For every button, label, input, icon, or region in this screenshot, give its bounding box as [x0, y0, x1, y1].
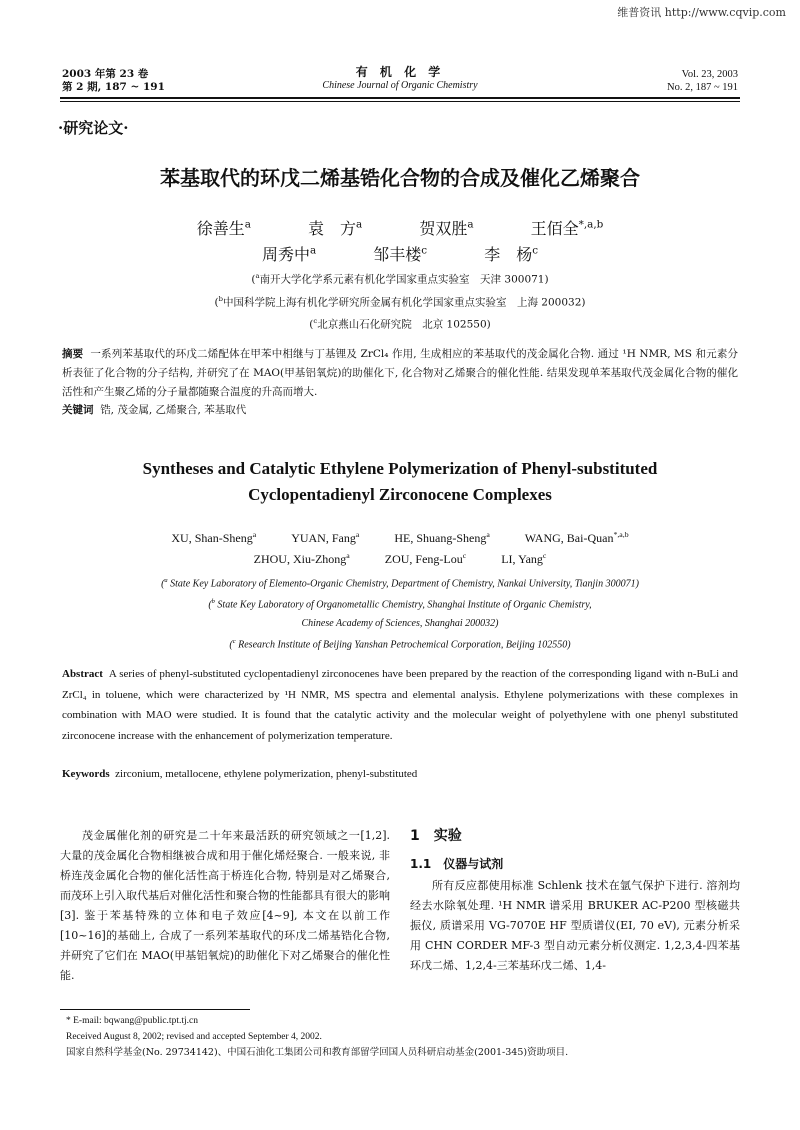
footnote-funding: 国家自然科学基金(No. 29734142)、中国石油化工集团公司和教育部留学回国人员科研启动基金(2001-345)资助项目. [66, 1047, 569, 1058]
abstract-cn [62, 345, 738, 402]
author-cn: 徐善生$^a$ [196, 218, 251, 238]
abstract-en-label: Abstract [62, 668, 103, 680]
footnote-email: * E-mail: bqwang@public.tpt.tj.cn [66, 1016, 198, 1026]
header-rule-thin [60, 101, 740, 102]
volume-line-en: Vol. 23, 2003 [681, 69, 738, 80]
affiliations-cn [60, 267, 740, 335]
header-rule-thick [60, 97, 740, 99]
journal-name-cn: 有 机 化 学 [355, 65, 445, 79]
authors-en-row2 [60, 551, 740, 567]
body-column-left [60, 826, 390, 986]
intro-paragraph: 茂金属催化剂的研究是二十年来最活跃的研究领域之一[1,2]. 大量的茂金属化合物相继被合成和用于催化烯烃聚合. 一般来说, 非桥连茂金属化合物的催化活性高于桥连化合物, 特别是对乙烯聚合, 而茂环上引入取代基后对催化活性和聚合物的性能都具有很大的影响[3]. 鉴于苯基特殊的立体和电子效应[4~9], 本文在以前工作[10~16]的基础上, 合成了一系列苯基取代的环戊二烯基锆化合物, 并研究了它们在 MAO(甲基铝氧烷)的助催化下对乙烯聚合的催化性能. [60, 829, 390, 982]
author-en: WANG, Bai-Quan$^{*,a,b}$ [524, 530, 629, 545]
author-cn: 邹丰楼$^c$ [373, 244, 428, 264]
author-cn: 袁 方$^a$ [308, 218, 363, 238]
paper-title-en [60, 456, 740, 508]
body-column-right [410, 826, 740, 976]
affiliation-en: ($^b$ State Key Laboratory of Organometallic Chemistry, Shanghai Institute of Organic Chemistry, [208, 598, 592, 611]
author-en: ZOU, Feng-Lou$^c$ [384, 551, 467, 566]
section-label: ·研究论文· [58, 119, 129, 137]
journal-name [250, 66, 550, 92]
author-en: YUAN, Fang$^a$ [291, 530, 360, 545]
abstract-en [62, 664, 738, 746]
affiliation-en: Chinese Academy of Sciences, Shanghai 200032) [301, 617, 499, 629]
author-cn: 周秀中$^a$ [261, 244, 317, 264]
abstract-cn-label: 摘要 [62, 348, 84, 360]
keywords-cn [62, 402, 246, 417]
keywords-cn-label: 关键词 [62, 404, 94, 416]
affiliation-en: ($^a$ State Key Laboratory of Elemento-Organic Chemistry, Department of Chemistry, Nankai University, Tianjin 300071) [161, 577, 639, 590]
volume-line: 2003 年第 23 卷 [62, 68, 149, 80]
author-cn: 贺双胜$^a$ [419, 218, 474, 238]
authors-en-row1 [60, 530, 740, 546]
experimental-paragraph: 所有反应都使用标准 Schlenk 技术在氩气保护下进行. 溶剂均经去水除氧处理. ¹H NMR 谱采用 BRUKER AC-P200 型核磁共振仪, 质谱采用 VG-7070E HF 型质谱仪(EI, 70 eV), 元素分析采用 CHN CORDER MF-3 型自动元素分析仪测定. 1,2,3,4-四苯基环戊二烯、1,2,4-三苯基环戊二烯、1,4- [410, 879, 740, 972]
author-cn: 王佰全$^{*,a,b}$ [530, 218, 604, 238]
keywords-en-text: zirconium, metallocene, ethylene polymerization, phenyl-substituted [115, 768, 418, 780]
footnotes [66, 1013, 746, 1061]
issue-line-en: No. 2, 187 ~ 191 [666, 82, 738, 93]
issue-line: 第 2 期, 187 ~ 191 [62, 81, 165, 93]
footnote-received: Received August 8, 2002; revised and accepted September 4, 2002. [66, 1032, 322, 1042]
author-en: LI, Yang$^c$ [501, 551, 547, 566]
author-cn: 李 杨$^c$ [484, 244, 539, 264]
affiliation-cn: ($^c$北京燕山石化研究院 北京 102550) [309, 317, 491, 331]
abstract-en-text: A series of phenyl-substituted cyclopentadienyl zirconocenes have been prepared by the reaction of the corresponding ligand with n-BuLi and ZrCl₄ in toluene, which were characterized by ¹H NMR, MS spectra and elemental analysis. Ethylene polymerizations with these complexes in combination with MAO were studied. It is found that the catalytic activity and the molecular weight of polyethylene with one phenyl substituted zirconocene increase with the enhancement of polymerization temperature. [62, 668, 739, 742]
keywords-en-label: Keywords [62, 768, 110, 780]
paper-title-en-line1: Syntheses and Catalytic Ethylene Polymerization of Phenyl-substituted [142, 459, 658, 478]
journal-name-en: Chinese Journal of Organic Chemistry [322, 80, 478, 91]
section-heading-experimental: 1 实验 [410, 828, 462, 844]
affiliation-en: ($^c$ Research Institute of Beijing Yanshan Petrochemical Corporation, Beijing 102550) [229, 637, 571, 650]
footnote-rule [60, 1009, 250, 1010]
subsection-heading-instruments: 1.1 仪器与试剂 [410, 857, 504, 871]
journal-volume-left [62, 68, 165, 94]
paper-title-cn: 苯基取代的环戊二烯基锆化合物的合成及催化乙烯聚合 [160, 166, 640, 190]
keywords-en [62, 768, 417, 780]
authors-cn-row1 [60, 216, 740, 239]
paper-title-en-line2: Cyclopentadienyl Zirconocene Complexes [248, 485, 552, 504]
author-en: ZHOU, Xiu-Zhong$^a$ [253, 551, 350, 566]
keywords-cn-text: 锆, 茂金属, 乙烯聚合, 苯基取代 [100, 404, 247, 416]
authors-cn-row2 [60, 242, 740, 265]
abstract-cn-text: 一系列苯基取代的环戊二烯配体在甲苯中相继与丁基锂及 ZrCl₄ 作用, 生成相应的苯基取代的茂金属化合物. 通过 ¹H NMR, MS 和元素分析表征了化合物的分子结构, 并研究了在 MAO(甲基铝氧烷)的助催化下, 化合物对乙烯聚合的催化性能. 结果发现单苯基取代茂金属化合物的催化活性和产生聚乙烯的分子量都随聚合温度的升高而增大. [62, 348, 738, 398]
journal-volume-right [667, 68, 738, 94]
author-en: XU, Shan-Sheng$^a$ [171, 530, 257, 545]
watermark: 维普资讯 http://www.cqvip.com [617, 6, 786, 19]
affiliation-cn: ($^b$中国科学院上海有机化学研究所金属有机化学国家重点实验室 上海 200032) [214, 294, 586, 308]
affiliations-en [60, 572, 740, 654]
affiliation-cn: ($^a$南开大学化学系元素有机化学国家重点实验室 天津 300071) [251, 272, 549, 286]
author-en: HE, Shuang-Sheng$^a$ [394, 530, 490, 545]
